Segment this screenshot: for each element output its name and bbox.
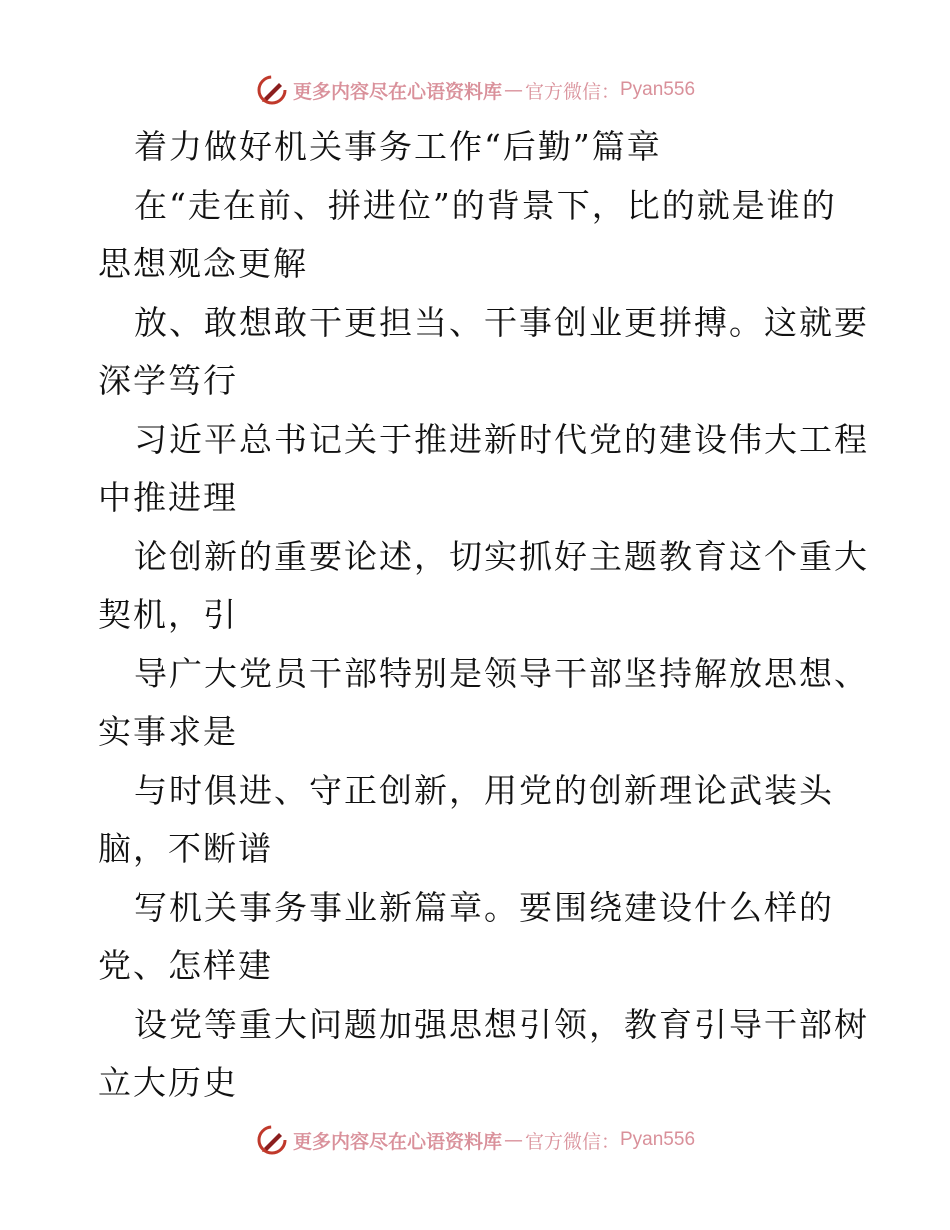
footer-watermark — [0, 1120, 950, 1160]
document-line: 契机，引 — [98, 595, 238, 634]
pen-logo-icon — [255, 1123, 289, 1157]
document-line: 思想观念更解 — [98, 244, 308, 283]
document-line: 放、敢想敢干更担当、干事创业更拼搏。这就要 — [134, 302, 869, 342]
document-line: 实事求是 — [98, 712, 238, 751]
watermark-separator: — — [503, 79, 523, 101]
watermark-label: 更多内容尽在心语资料库 — [292, 80, 502, 103]
document-line: 设党等重大问题加强思想引领，教育引导干部树 — [134, 1004, 869, 1044]
document-line: 论创新的重要论述，切实抓好主题教育这个重大 — [134, 536, 869, 576]
watermark-separator: — — [503, 1129, 523, 1151]
pen-logo-icon — [255, 73, 289, 107]
document-body — [98, 118, 869, 1113]
document-line: 习近平总书记关于推进新时代党的建设伟大工程 — [134, 419, 869, 459]
header-watermark — [0, 70, 950, 110]
document-line: 导广大党员干部特别是领导干部坚持解放思想、 — [134, 653, 869, 693]
watermark-contact: 官方微信： — [524, 80, 620, 103]
document-line: 深学笃行 — [98, 361, 238, 400]
watermark-label: 更多内容尽在心语资料库 — [292, 1130, 502, 1153]
document-line: 中推进理 — [98, 478, 238, 517]
watermark-id: Pyan556 — [620, 1129, 696, 1150]
document-line: 写机关事务事业新篇章。要围绕建设什么样的 — [134, 887, 834, 927]
watermark-id: Pyan556 — [620, 79, 696, 100]
document-line: 立大历史 — [98, 1063, 238, 1102]
document-line: 与时俱进、守正创新，用党的创新理论武装头 — [134, 770, 834, 810]
document-line: 脑，不断谱 — [98, 829, 273, 868]
watermark-contact: 官方微信： — [524, 1130, 620, 1153]
document-line: 着力做好机关事务工作“后勤”篇章 — [134, 127, 662, 166]
document-line: 党、怎样建 — [98, 946, 273, 985]
document-line: 在“走在前、拼进位”的背景下，比的就是谁的 — [134, 185, 837, 225]
